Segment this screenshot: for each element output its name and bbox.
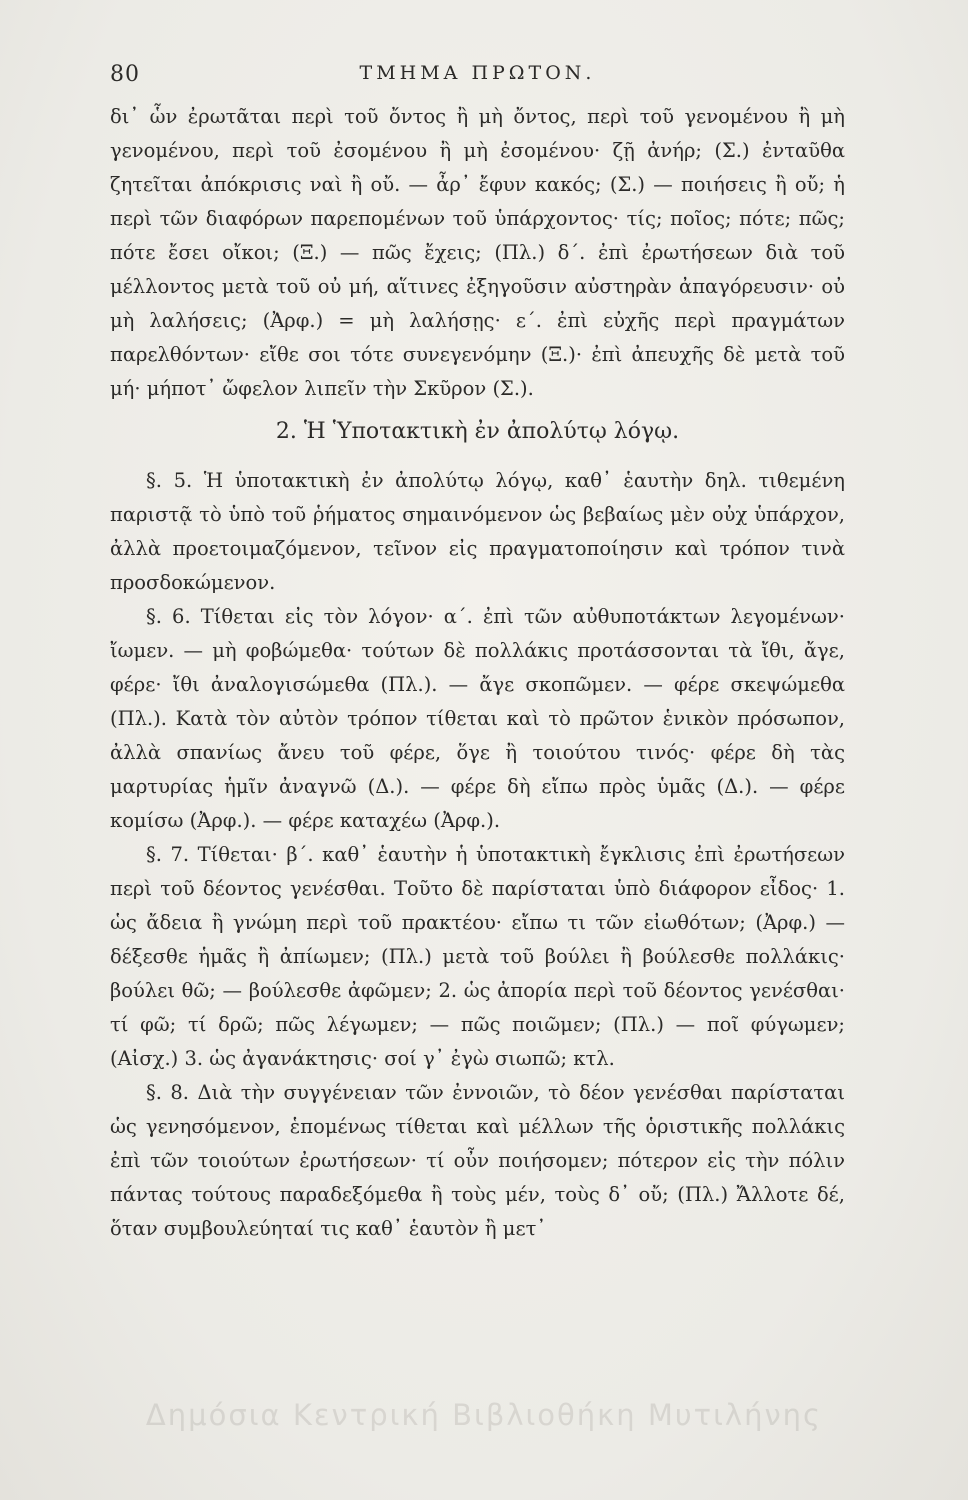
paragraph-section-6: §. 6. Τίθεται εἰς τὸν λόγον· α΄. ἐπὶ τῶν αὐθυποτάκτων λεγομένων· ἴωμεν. — μὴ φοβώμεθα· τούτων δὲ πολλάκις προτάσσονται τὰ ἴθι, ἄγε, φέρε· ἴθι ἀναλογισώμεθα (Πλ.). — ἄγε σκοπῶμεν. — φέρε σκεψώμεθα (Πλ.). Κατὰ τὸν αὐτὸν τρόπον τίθεται καὶ τὸ πρῶτον ἑνικὸν πρόσωπον, ἀλλὰ σπανίως ἄνευ τοῦ φέρε, ὅγε ἢ τοιούτου τινός· φέρε δὴ τὰς μαρτυρίας ἡμῖν ἀναγνῶ (Δ.). — φέρε δὴ εἴπω πρὸς ὑμᾶς (Δ.). — φέρε κομίσω (Ἀρφ.). — φέρε καταχέω (Ἀρφ.). [110, 605, 845, 832]
section-heading: 2. Ἡ Ὑποτακτικὴ ἐν ἀπολύτῳ λόγῳ. [275, 419, 680, 444]
paragraph-continuation: δι᾽ ὧν ἐρωτᾶται περὶ τοῦ ὄντος ἢ μὴ ὄντος, περὶ τοῦ γενομένου ἢ μὴ γενομένου, περὶ τοῦ ἐσομένου ἢ μὴ ἐσομένου· ζῇ ἀνήρ; (Σ.) ἐνταῦθα ζητεῖται ἀπόκρισις ναὶ ἢ οὔ. — ἆρ᾽ ἔφυν κακός; (Σ.) — ποιήσεις ἢ οὔ; ἡ περὶ τῶν διαφόρων παρεπομένων τοῦ ὑπάρχοντος· τίς; ποῖος; πότε; πῶς; πότε ἔσει οἴκοι; (Ξ.) — πῶς ἔχεις; (Πλ.) δ΄. ἐπὶ ἐρωτήσεων διὰ τοῦ μέλλοντος μετὰ τοῦ οὐ μή, αἵτινες ἐξηγοῦσιν αὐστηρὰν ἀπαγόρευσιν· οὐ μὴ λαλήσεις; (Ἀρφ.) = μὴ λαλήσῃς· ε΄. ἐπὶ εὐχῆς περὶ πραγμάτων παρελθόντων· εἴθε σοι τότε συνεγενόμην (Ξ.)· ἐπὶ ἀπευχῆς δὲ μετὰ τοῦ μή· μήποτ᾽ ὤφελον λιπεῖν τὴν Σκῦρον (Σ.). [110, 105, 845, 400]
paragraph-section-5: §. 5. Ἡ ὑποτακτικὴ ἐν ἀπολύτῳ λόγῳ, καθ᾽ ἑαυτὴν δηλ. τιθεμένη παριστᾷ τὸ ὑπὸ τοῦ ῥήματος σημαινόμενον ὡς βεβαίως μὲν οὐχ ὑπάρχον, ἀλλὰ προετοιμαζόμενον, τεῖνον εἰς πραγματοποίησιν καὶ τρόπον τινὰ προσδοκώμενον. [110, 469, 845, 594]
paragraph-section-7: §. 7. Τίθεται· β΄. καθ᾽ ἑαυτὴν ἡ ὑποτακτικὴ ἔγκλισις ἐπὶ ἐρωτήσεων περὶ τοῦ δέοντος γενέσθαι. Τοῦτο δὲ παρίσταται ὑπὸ διάφορον εἶδος· 1. ὡς ἄδεια ἢ γνώμη περὶ τοῦ πρακτέου· εἴπω τι τῶν εἰωθότων; (Ἀρφ.) — δέξεσθε ἡμᾶς ἢ ἀπίωμεν; (Πλ.) μετὰ τοῦ βούλει ἢ βούλεσθε πολλάκις· βούλει θῶ; — βούλεσθε ἀφῶμεν; 2. ὡς ἀπορία περὶ τοῦ δέοντος γενέσθαι· τί φῶ; τί δρῶ; πῶς λέγωμεν; — πῶς ποιῶμεν; (Πλ.) — ποῖ φύγωμεν; (Αἰσχ.) 3. ὡς ἀγανάκτησις· σοί γ᾽ ἐγὼ σιωπῶ; κτλ. [110, 843, 845, 1070]
paragraph-section-8: §. 8. Διὰ τὴν συγγένειαν τῶν ἐννοιῶν, τὸ δέον γενέσθαι παρίσταται ὡς γενησόμενον, ἑπομένως τίθεται καὶ μέλλων τῆς ὁριστικῆς πολλάκις ἐπὶ τῶν τοιούτων ἐρωτήσεων· τί οὖν ποιήσομεν; πότερον εἰς τὴν πόλιν πάντας τούτους παραδεξόμεθα ἢ τοὺς μέν, τοὺς δ᾽ οὔ; (Πλ.) Ἄλλοτε δέ, ὅταν συμβουλεύηταί τις καθ᾽ ἑαυτὸν ἢ μετ᾽ [110, 1081, 845, 1240]
running-head: ΤΜΗΜΑ ΠΡΩΤΟΝ. [359, 62, 596, 84]
page-number: 80 [110, 62, 140, 87]
library-watermark: Δημόσια Κεντρική Βιβλιοθήκη Μυτιλήνης [145, 1398, 823, 1432]
page-header [110, 62, 845, 92]
body-text [110, 100, 845, 1246]
